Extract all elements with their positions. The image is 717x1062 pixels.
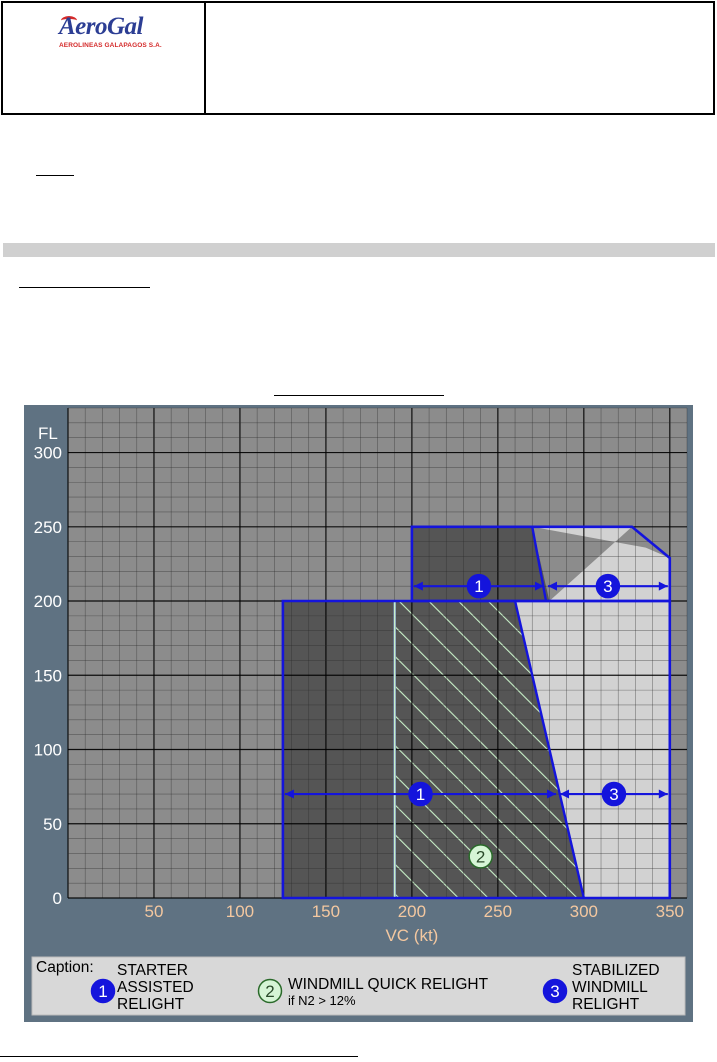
note-underline: [36, 175, 74, 176]
relight-envelope-figure: [24, 405, 693, 1022]
zone-badge-0-label: 1: [415, 785, 426, 805]
caption-item-3-line: WINDMILL: [572, 979, 648, 996]
y-axis-label: FL: [38, 424, 58, 443]
y-tick-label: 250: [33, 517, 62, 537]
y-tick-label: 50: [43, 814, 62, 834]
x-tick-label: 250: [483, 902, 513, 921]
x-axis-label: VC (kt): [385, 926, 439, 945]
y-tick-label: 150: [33, 666, 62, 686]
zone-badge-1-label: 3: [609, 785, 619, 805]
caption-item-1-line: STARTER: [117, 962, 188, 979]
figure-title-underline: [274, 395, 444, 396]
zone-badge-3-label: 3: [603, 577, 613, 597]
zone-badge-2-label: 1: [474, 577, 484, 597]
y-tick-label: 100: [33, 740, 62, 760]
caption-item-2-line: if N2 > 12%: [288, 993, 356, 1008]
company-logo: AeroGal: [59, 13, 143, 40]
y-tick-label: 300: [33, 443, 62, 463]
header-content-cell: [206, 3, 713, 113]
company-logo-subtitle: AEROLINEAS GALAPAGOS S.A.: [59, 42, 162, 49]
header-table: [1, 1, 715, 115]
y-tick-label: 200: [33, 592, 62, 612]
x-tick-label: 150: [311, 902, 341, 921]
caption-item-3-line: STABILIZED: [572, 962, 660, 979]
x-tick-label: 300: [569, 902, 599, 921]
caption-badge-2-label: 2: [265, 982, 275, 1001]
caption-item-1-line: RELIGHT: [117, 996, 185, 1013]
caption-item-1-line: ASSISTED: [117, 979, 194, 996]
logo-cell: [3, 3, 206, 113]
relight-envelope-chart: [24, 405, 693, 1022]
x-tick-label: 350: [655, 902, 684, 921]
footer-rule: [0, 1056, 358, 1057]
caption-badge-3-label: 3: [550, 982, 560, 1001]
section-underline: [19, 287, 150, 288]
caption-badge-1-label: 1: [98, 982, 108, 1001]
caption-item-2-line: WINDMILL QUICK RELIGHT: [288, 976, 489, 993]
section-band: [3, 243, 715, 257]
x-tick-label: 50: [144, 902, 164, 921]
x-tick-label: 100: [225, 902, 255, 921]
caption-title: Caption:: [36, 959, 94, 976]
zone-badge-quick-relight-label: 2: [475, 847, 486, 867]
y-tick-label: 0: [52, 889, 62, 908]
x-tick-label: 200: [397, 902, 427, 921]
caption-item-3-line: RELIGHT: [572, 996, 640, 1013]
